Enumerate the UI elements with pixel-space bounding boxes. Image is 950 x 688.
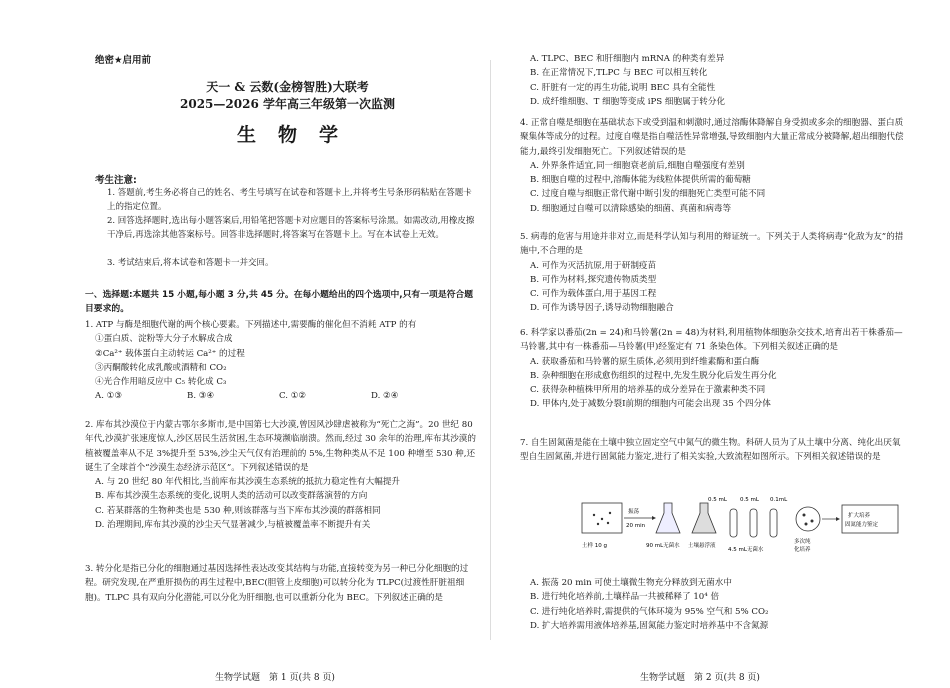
option-b: B. 杂种细胞在形成愈伤组织的过程中,先发生脱分化后发生再分化 (530, 370, 777, 381)
option-b: B. 在正常情况下,TLPC 与 BEC 可以相互转化 (530, 68, 708, 79)
vol2-label: 0.5 mL (740, 497, 759, 503)
question-3 (85, 562, 480, 605)
option-d: D. 可作为诱导因子,诱导动物细胞融合 (530, 303, 674, 314)
suspension-label: 土壤悬浮液 (688, 543, 716, 549)
option-d: D. 细胞通过自噬可以清除感染的细菌、真菌和病毒等 (530, 203, 732, 214)
question-stem: 3. 转分化是指已分化的细胞通过基因选择性表达改变其结构与功能,直接转变为另一种已分化细胞的过程。研究发现,在严重肝损伤的再生过程中,BEC(胆管上皮细胞)可以转分化为 TLPC(过渡性肝脏祖细胞)。TLPC 具有双向分化潜能,可以分化为肝细胞,也可以重新分化为 BEC。下列叙述正确的是 (85, 564, 469, 603)
option-b: B. 库布其沙漠生态系统的变化,说明人类的活动可以改变群落演替的方向 (95, 491, 368, 502)
question-7-options (520, 576, 905, 633)
option-b: B. 进行纯化培养前,土壤样品一共被稀释了 10⁴ 倍 (530, 592, 720, 603)
question-3-options (520, 52, 905, 109)
soil-label: 土样 10 g (582, 543, 607, 549)
subject-title: 生物学 (236, 124, 360, 146)
notice-item-3: 3. 考试结束后,将本试卷和答题卡一并交回。 (107, 258, 274, 268)
option-a: A. ①③ (95, 391, 123, 402)
option-d: D. 治理期间,库布其沙漠的沙尘天气显著减少,与植被覆盖率不断提升有关 (95, 520, 371, 531)
column-divider (490, 60, 491, 640)
option-a: A. TLPC、BEC 和肝细胞内 mRNA 的种类有差异 (530, 54, 725, 64)
plate (796, 507, 820, 531)
option-d: D. 扩大培养需用液体培养基,固氮能力鉴定时培养基中不含氮源 (530, 620, 769, 631)
section-title: 一、选择题:本题共 15 小题,每小题 3 分,共 45 分。在每小题给出的四个选项中,只有一项是符合题目要求的。 (85, 290, 474, 314)
water45-label: 4.5 mL无菌水 (728, 547, 764, 553)
notice-item-2: 2. 回答选择题时,选出每小题答案后,用铅笔把答题卡对应题目的答案标号涂黑。如需改动,用橡皮擦干净后,再选涂其他答案标号。回答非选择题时,将答案写在答题卡上。写在本试卷上无效。 (107, 216, 475, 240)
option-c: C. 获得杂种植株甲所用的培养基的成分差异在于激素种类不同 (530, 385, 766, 396)
q1-item-3: ③丙酮酸转化成乳酸或酒精和 CO₂ (95, 362, 227, 373)
question-stem: 5. 病毒的危害与用途并非对立,而是科学认知与利用的辩证统一。下列关于人类将病毒“化敌为友”的措施中,不合理的是 (520, 232, 904, 257)
water90-label: 90 mL无菌水 (646, 543, 680, 549)
flask-water (656, 503, 680, 533)
option-a: A. 振荡 20 min 可使土壤微生物充分释放到无菌水中 (530, 578, 732, 588)
page-footer-left: 生物学试题 第 1 页(共 8 页) (215, 673, 335, 683)
question-stem: 6. 科学家以番茄(2n = 24)和马铃薯(2n = 48)为材料,利用植物体细胞杂交技术,培育出若干株番茄—马铃薯,其中有一株番茄—马铃薯(甲)经鉴定有 71 条染色体。下列相关叙述正确的是 (520, 328, 903, 353)
tube-3 (770, 509, 777, 537)
vol3-label: 0.1mL (770, 497, 788, 503)
notice-title: 考生注意: (95, 175, 137, 186)
option-a: A. 获取番茄和马铃薯的原生质体,必须用到纤维素酶和蛋白酶 (530, 356, 760, 367)
question-stem: 7. 自生固氮菌是能在土壤中独立固定空气中氮气的微生物。科研人员为了从土壤中分离、纯化出厌氧型自生固氮菌,并进行固氮能力鉴定,进行了相关实验,大致流程如图所示。下列相关叙述错误的是 (520, 438, 901, 463)
option-d: D. 成纤维细胞、T 细胞等变成 iPS 细胞属于转分化 (530, 96, 726, 107)
vol1-label: 0.5 mL (708, 497, 727, 503)
question-5 (520, 230, 905, 316)
culture-label-2: 化培养 (794, 547, 811, 553)
option-b: B. ③④ (187, 391, 215, 402)
shake-label: 振荡 (628, 509, 640, 515)
result-box (842, 505, 898, 533)
question-2 (85, 418, 480, 532)
exam-subtitle: 2025—2026 学年高三年级第一次监测 (180, 97, 395, 111)
secret-label: 绝密★启用前 (95, 55, 152, 66)
question-4 (520, 116, 905, 216)
page-footer-right: 生物学试题 第 2 页(共 8 页) (640, 673, 760, 683)
option-c: C. ①② (279, 391, 307, 402)
option-b: B. 细胞自噬的过程中,溶酶体能为线粒体提供所需的葡萄糖 (530, 175, 751, 186)
question-stem: 1. ATP 与酶是细胞代谢的两个核心要素。下列描述中,需要酶的催化但不消耗 ATP 的有 (85, 320, 417, 330)
q1-item-2: ②Ca²⁺ 载体蛋白主动转运 Ca²⁺ 的过程 (95, 348, 245, 359)
option-c: C. 肝脏有一定的再生功能,说明 BEC 具有全能性 (530, 82, 716, 93)
option-c: C. 进行纯化培养时,需提供的气体环境为 95% 空气和 5% CO₂ (530, 606, 769, 617)
question-stem: 2. 库布其沙漠位于内蒙古鄂尔多斯市,是中国第七大沙漠,曾因风沙肆虐被称为“死亡之海”。20 世纪 80 年代,沙漠扩张速度惊人,沙区居民生活贫困,生态环境濒临崩溃。然而,经过 30 余年的治理,库布其沙漠的植被覆盖率从不足 3%提升至 53%,沙尘天气仅有治理前的 5%,生物种类从不足 100 种增至 530 种,还诞生了全球首个“沙漠生态经济示范区”。下列叙述错误的是 (85, 420, 476, 473)
option-d: D. ②④ (371, 391, 399, 402)
option-c: C. 可作为载体蛋白,用于基因工程 (530, 289, 657, 300)
time-label: 20 min (626, 523, 646, 529)
question-6 (520, 326, 905, 412)
q1-item-1: ①蛋白质、淀粉等大分子水解成合成 (95, 334, 233, 345)
option-c: C. 过度自噬与细胞正常代谢中断引发的细胞死亡类型可能不同 (530, 189, 766, 200)
option-a: A. 外界条件适宜,同一细胞衰老前后,细胞自噬强度有差别 (530, 160, 745, 171)
exam-title: 天一 & 云数(金榜智胜)大联考 (206, 80, 369, 94)
option-a: A. 可作为灭活抗原,用于研制疫苗 (530, 260, 657, 271)
notice-item-1: 1. 答题前,考生务必将自己的姓名、考生号填写在试卷和答题卡上,并将考生号条形码粘贴在答题卡上的指定位置。 (107, 188, 472, 212)
q1-item-4: ④光合作用暗反应中 C₅ 转化成 C₃ (95, 377, 227, 388)
question-1 (85, 318, 480, 404)
option-d: D. 甲体内,处于减数分裂Ⅰ前期的细胞内可能会出现 35 个四分体 (530, 399, 771, 410)
culture-label-1: 多次纯 (794, 539, 811, 545)
page-1 (85, 0, 480, 688)
result-label-1: 扩大培养 (848, 513, 871, 519)
result-label-2: 固氮能力鉴定 (845, 522, 879, 528)
tube-2 (750, 509, 757, 537)
question-7 (520, 436, 905, 465)
page-2 (520, 0, 905, 688)
option-a: A. 与 20 世纪 80 年代相比,当前库布其沙漠生态系统的抵抗力稳定性有大幅提升 (95, 477, 401, 488)
flask-suspension (692, 503, 716, 533)
question-stem: 4. 正常自噬是细胞在基础状态下或受到温和刺激时,通过溶酶体降解自身受损或多余的细胞器、蛋白质聚集体等成分的过程。过度自噬是指自噬活性异常增强,导致细胞内大量正常成分被降解,超出细胞代偿能力,最终引发细胞死亡。下列叙述错误的是 (520, 118, 904, 157)
option-c: C. 若某群落的生物种类也是 530 种,则该群落与当下库布其沙漠的群落相同 (95, 505, 381, 516)
experiment-flow-diagram (580, 495, 900, 573)
q1-options (85, 389, 480, 403)
tube-1 (730, 509, 737, 537)
option-b: B. 可作为材料,探究遗传物质类型 (530, 274, 657, 285)
